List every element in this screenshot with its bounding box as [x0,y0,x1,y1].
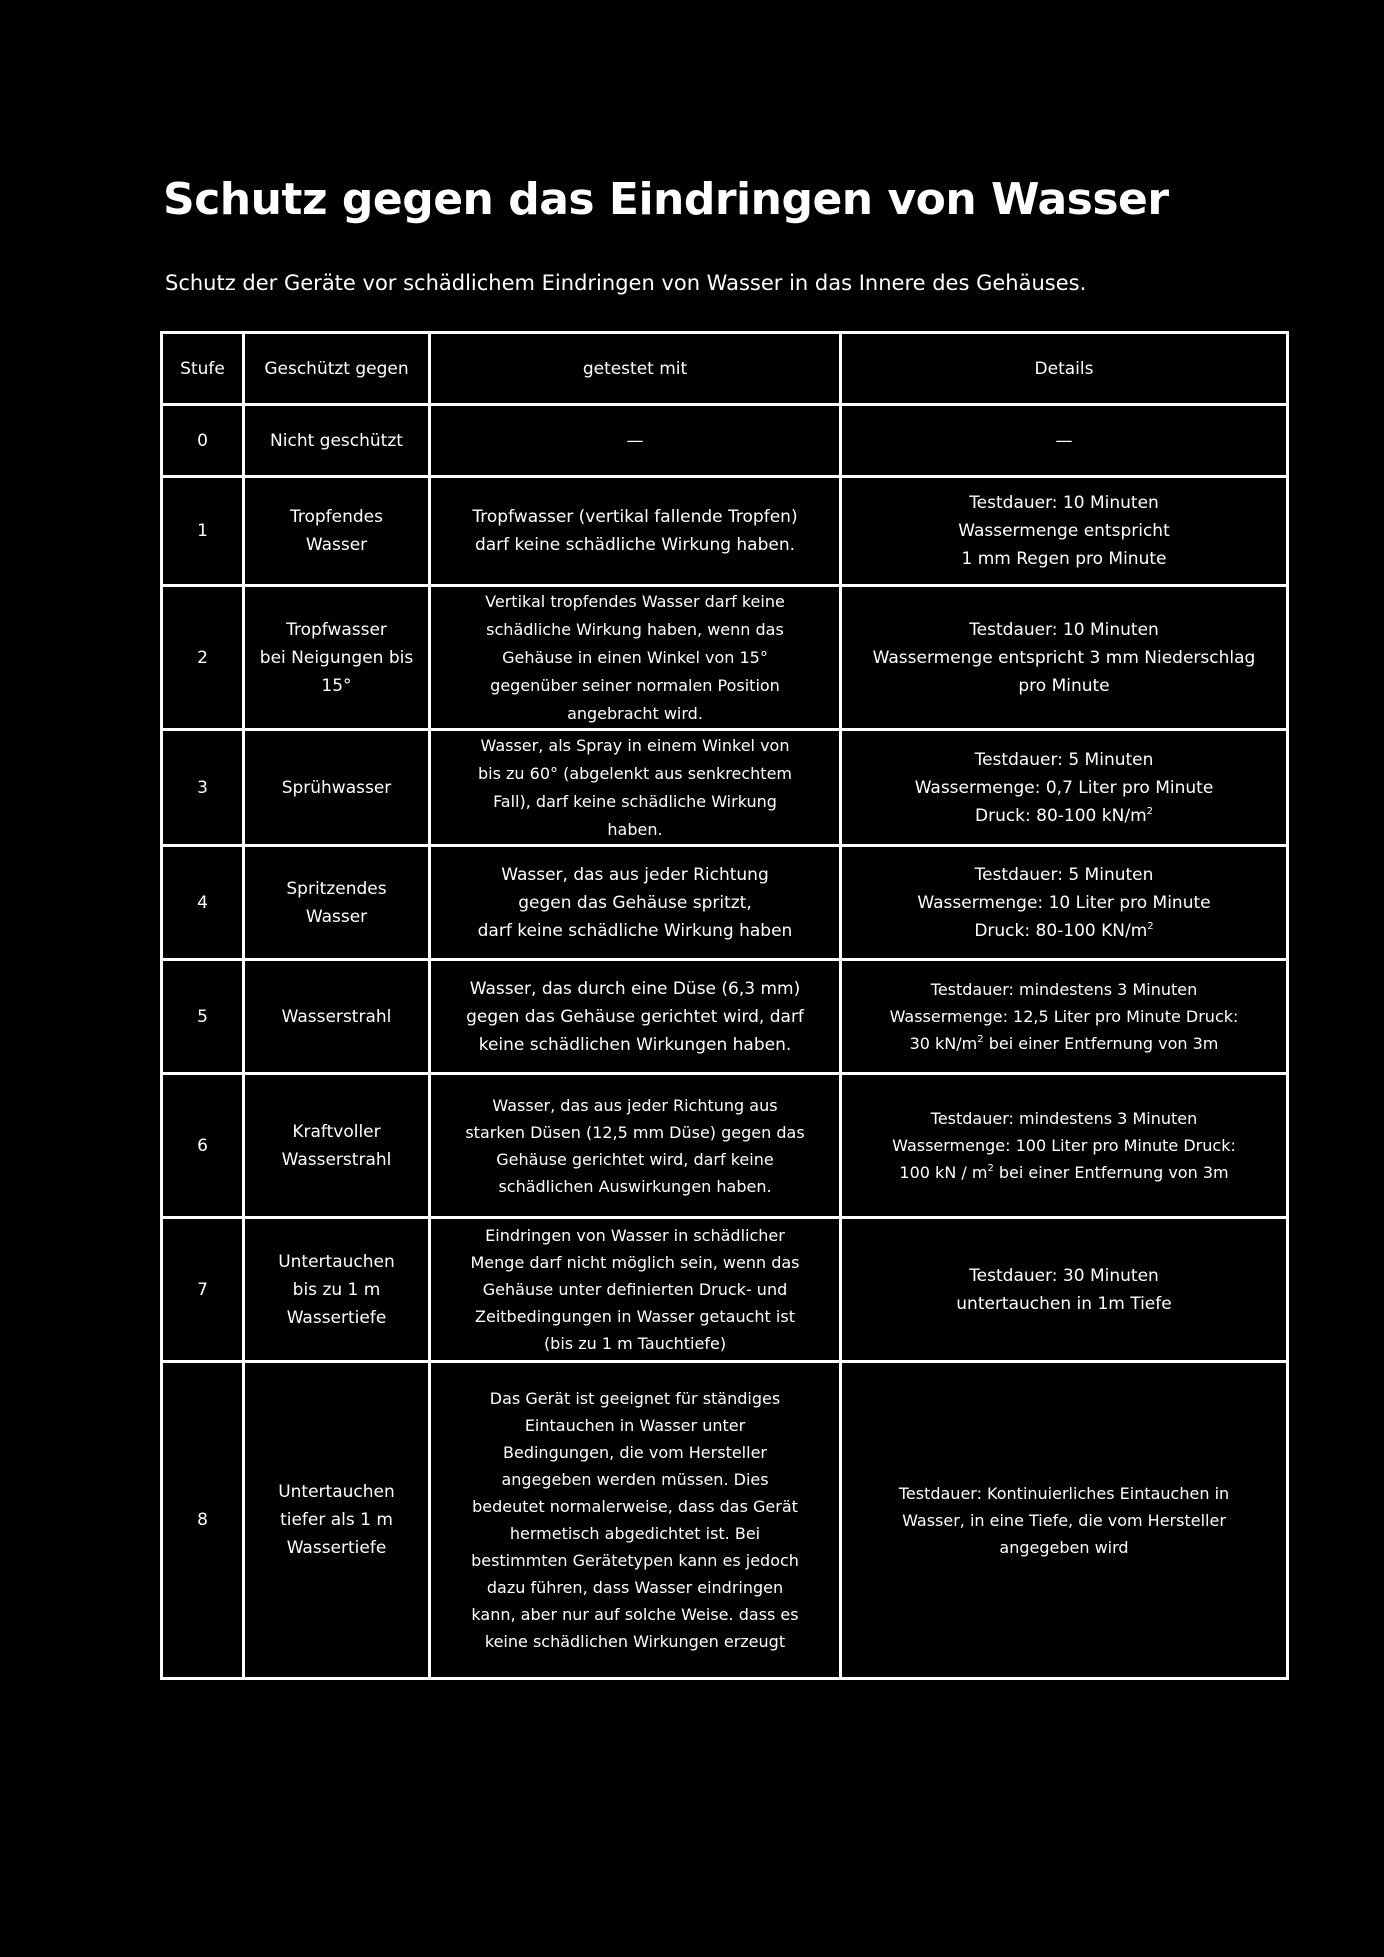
cell-stufe: 0 [162,405,244,477]
cell-stufe: 4 [162,846,244,960]
cell-details: Testdauer: 5 Minuten Wassermenge: 0,7 Liter pro Minute Druck: 80-100 $kN/m^2$ [841,730,1288,846]
table-row [162,1362,1288,1679]
cell-tested: Wasser, als Spray in einem Winkel von bis zu 60° (abgelenkt aus senkrechtem Fall), darf keine schädliche Wirkung haben. [430,730,841,846]
cell-tested: Eindringen von Wasser in schädlicher Menge darf nicht möglich sein, wenn das Gehäuse unter definierten Druck- und Zeitbedingungen in Wasser getaucht ist (bis zu 1 m Tauchtiefe) [430,1218,841,1362]
cell-details: Testdauer: mindestens 3 Minuten Wassermenge: 100 Liter pro Minute Druck: 100 kN / $m^2$ bei einer Entfernung von 3m [841,1074,1288,1218]
cell-tested: Das Gerät ist geeignet für ständiges Eintauchen in Wasser unter Bedingungen, die vom Hersteller angegeben werden müssen. Dies bedeutet normalerweise, dass das Gerät hermetisch abgedichtet ist. Bei bestimmten Gerätetypen kann es jedoch dazu führen, dass Wasser eindringen kann, aber nur auf solche Weise. dass es keine schädlichen Wirkungen erzeugt [430,1362,841,1679]
header-stufe: Stufe [162,333,244,405]
cell-protected: Sprühwasser [244,730,430,846]
cell-tested: — [430,405,841,477]
table-header-row [162,333,1288,405]
cell-details: — [841,405,1288,477]
cell-stufe: 5 [162,960,244,1074]
cell-stufe: 8 [162,1362,244,1679]
cell-stufe: 1 [162,477,244,586]
table-row [162,960,1288,1074]
page-title: Schutz gegen das Eindringen von Wasser [163,174,1169,225]
page-subtitle: Schutz der Geräte vor schädlichem Eindringen von Wasser in das Innere des Gehäuses. [165,271,1087,295]
cell-stufe: 2 [162,586,244,730]
cell-protected: Tropfwasser bei Neigungen bis 15° [244,586,430,730]
ip-water-protection-table [160,331,1289,1680]
cell-tested: Wasser, das aus jeder Richtung gegen das Gehäuse spritzt, darf keine schädliche Wirkung haben [430,846,841,960]
cell-details: Testdauer: 5 Minuten Wassermenge: 10 Liter pro Minute Druck: 80-100 $KN/m^2$ [841,846,1288,960]
cell-protected: Untertauchen bis zu 1 m Wassertiefe [244,1218,430,1362]
cell-details: Testdauer: mindestens 3 Minuten Wassermenge: 12,5 Liter pro Minute Druck: 30 $kN/m^2$ bei einer Entfernung von 3m [841,960,1288,1074]
table-row [162,846,1288,960]
table-row [162,730,1288,846]
cell-protected: Nicht geschützt [244,405,430,477]
cell-details: Testdauer: 10 Minuten Wassermenge entspricht 1 mm Regen pro Minute [841,477,1288,586]
table-row [162,1074,1288,1218]
cell-tested: Wasser, das durch eine Düse (6,3 mm) gegen das Gehäuse gerichtet wird, darf keine schädlichen Wirkungen haben. [430,960,841,1074]
table-row [162,477,1288,586]
table-row [162,586,1288,730]
header-details: Details [841,333,1288,405]
cell-details: Testdauer: 10 Minuten Wassermenge entspricht 3 mm Niederschlag pro Minute [841,586,1288,730]
cell-details: Testdauer: 30 Minuten untertauchen in 1m Tiefe [841,1218,1288,1362]
cell-tested: Wasser, das aus jeder Richtung aus starken Düsen (12,5 mm Düse) gegen das Gehäuse gerichtet wird, darf keine schädlichen Auswirkungen haben. [430,1074,841,1218]
cell-tested: Vertikal tropfendes Wasser darf keine schädliche Wirkung haben, wenn das Gehäuse in einen Winkel von 15° gegenüber seiner normalen Position angebracht wird. [430,586,841,730]
cell-protected: Untertauchen tiefer als 1 m Wassertiefe [244,1362,430,1679]
cell-stufe: 6 [162,1074,244,1218]
cell-stufe: 3 [162,730,244,846]
cell-protected: Tropfendes Wasser [244,477,430,586]
table-row [162,405,1288,477]
table-row [162,1218,1288,1362]
cell-stufe: 7 [162,1218,244,1362]
cell-tested: Tropfwasser (vertikal fallende Tropfen) darf keine schädliche Wirkung haben. [430,477,841,586]
header-protected-against: Geschützt gegen [244,333,430,405]
cell-protected: Spritzendes Wasser [244,846,430,960]
cell-protected: Wasserstrahl [244,960,430,1074]
cell-protected: Kraftvoller Wasserstrahl [244,1074,430,1218]
header-tested-with: getestet mit [430,333,841,405]
cell-details: Testdauer: Kontinuierliches Eintauchen in Wasser, in eine Tiefe, die vom Hersteller angegeben wird [841,1362,1288,1679]
